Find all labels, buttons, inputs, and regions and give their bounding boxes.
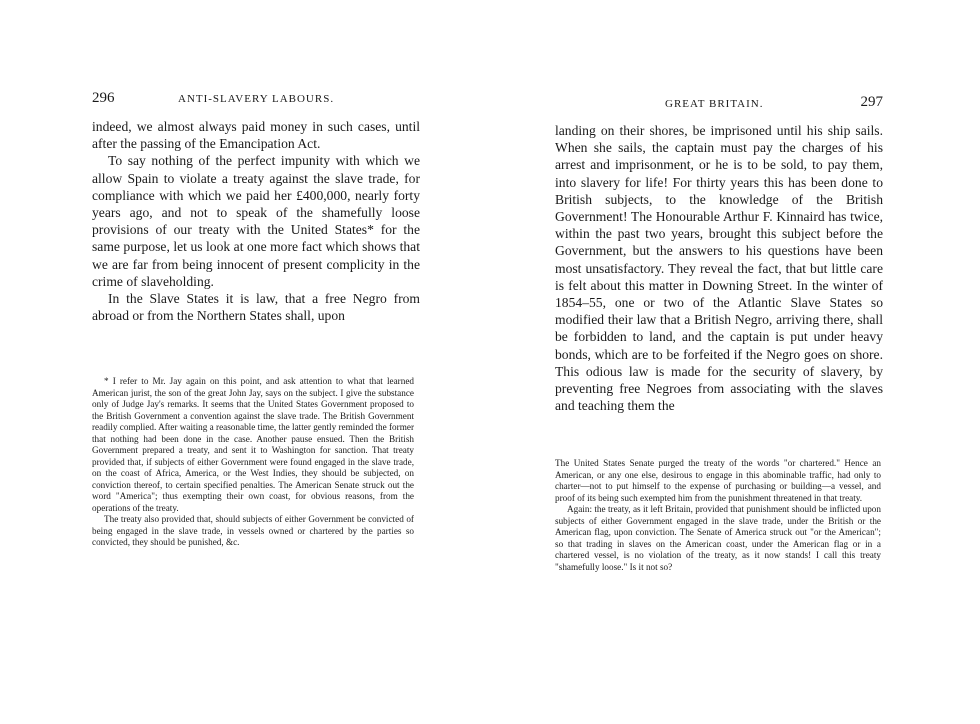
running-title-right: GREAT BRITAIN. [665,98,764,110]
footnote-paragraph: Again: the treaty, as it left Britain, provided that punishment should be inflicted upon subjects of either Government engaged in the slave trade, under the British or the American flag, upon conviction. The Senate of America struck out "or the American"; so that trading in slaves on the American coast, under the American flag or in a chartered vessel, is no violation of the treaty, as it now stands! I call this treaty "shamefully loose." Is it not so? [555,504,881,572]
left-page-header [92,92,420,110]
right-page-header [555,92,883,110]
footnote-paragraph: * I refer to Mr. Jay again on this point, and ask attention to what that learned American jurist, the son of the great John Jay, says on the subject. I give the substance only of Judge Jay's remarks. It seems that the United States Government proposed to the British Government a convention against the slave trade. The British Government readily complied. After waiting a reasonable time, the latter gently reminded the former that nothing had been done in the case. Another pause ensued. Then the British Government prepared a treaty, and sent it to Washington for sanction. That treaty provided that, if subjects of either Government were found engaged in the slave trade, on the coast of Africa, America, or the West Indies, they should be subjected, on conviction thereof, to certain specified penalties. The American Senate struck out the word "America"; thus exempting their own coast, for obvious reasons, from the operations of the treaty. [92,376,414,513]
page-number-left: 296 [92,90,115,106]
paragraph: indeed, we almost always paid money in such cases, until after the passing of the Emancipation Act. [92,119,420,152]
page-number-right: 297 [860,94,883,110]
left-footnote [92,376,414,549]
right-body-text [555,122,883,414]
paragraph: In the Slave States it is law, that a free Negro from abroad or from the Northern States shall, upon [92,291,420,324]
left-body-text [92,118,420,324]
footnote-paragraph: The treaty also provided that, should subjects of either Government be convicted of being engaged in the slave trade, in vessels owned or chartered by the parties so convicted, they should be punished, &c. [92,514,414,547]
running-title-left: ANTI-SLAVERY LABOURS. [178,93,335,105]
footnote-paragraph: The United States Senate purged the treaty of the words "or chartered." Hence an American, or any one else, desirous to engage in this abominable traffic, had only to charter—not to put himself to the expense of purchasing or building—a vessel, and proof of its being such exempted him from the punishment threatened in that treaty. [555,458,881,503]
right-footnote [555,458,881,573]
paragraph: landing on their shores, be imprisoned until his ship sails. When she sails, the captain must pay the charges of his arrest and imprisonment, or he is to be sold, to pay them, into slavery for life! For thirty years this has been done to British subjects, to the knowledge of the British Government! The Honourable Arthur F. Kinnaird has twice, within the past two years, brought this subject before the Government, but the answers to his questions have been most unsatisfactory. They reveal the fact, that but little care is felt about this matter in Downing Street. In the winter of 1854–55, one or two of the Atlantic Slave States so modified their law that a British Negro, arriving there, shall be forbidden to land, and the captain is put under heavy bonds, which are to be forfeited if the Negro goes on shore. This odious law is made for the security of slavery, by preventing free Negroes from associating with the slaves and teaching them the [555,123,883,414]
paragraph: To say nothing of the perfect impunity with which we allow Spain to violate a treaty against the slave trade, for compliance with which we paid her £400,000, nearly forty years ago, and not to speak of the shamefully loose provisions of our treaty with the United States* for the same purpose, let us look at one more fact which shows that we are far from being innocent of present complicity in the crime of slaveholding. [92,153,420,289]
